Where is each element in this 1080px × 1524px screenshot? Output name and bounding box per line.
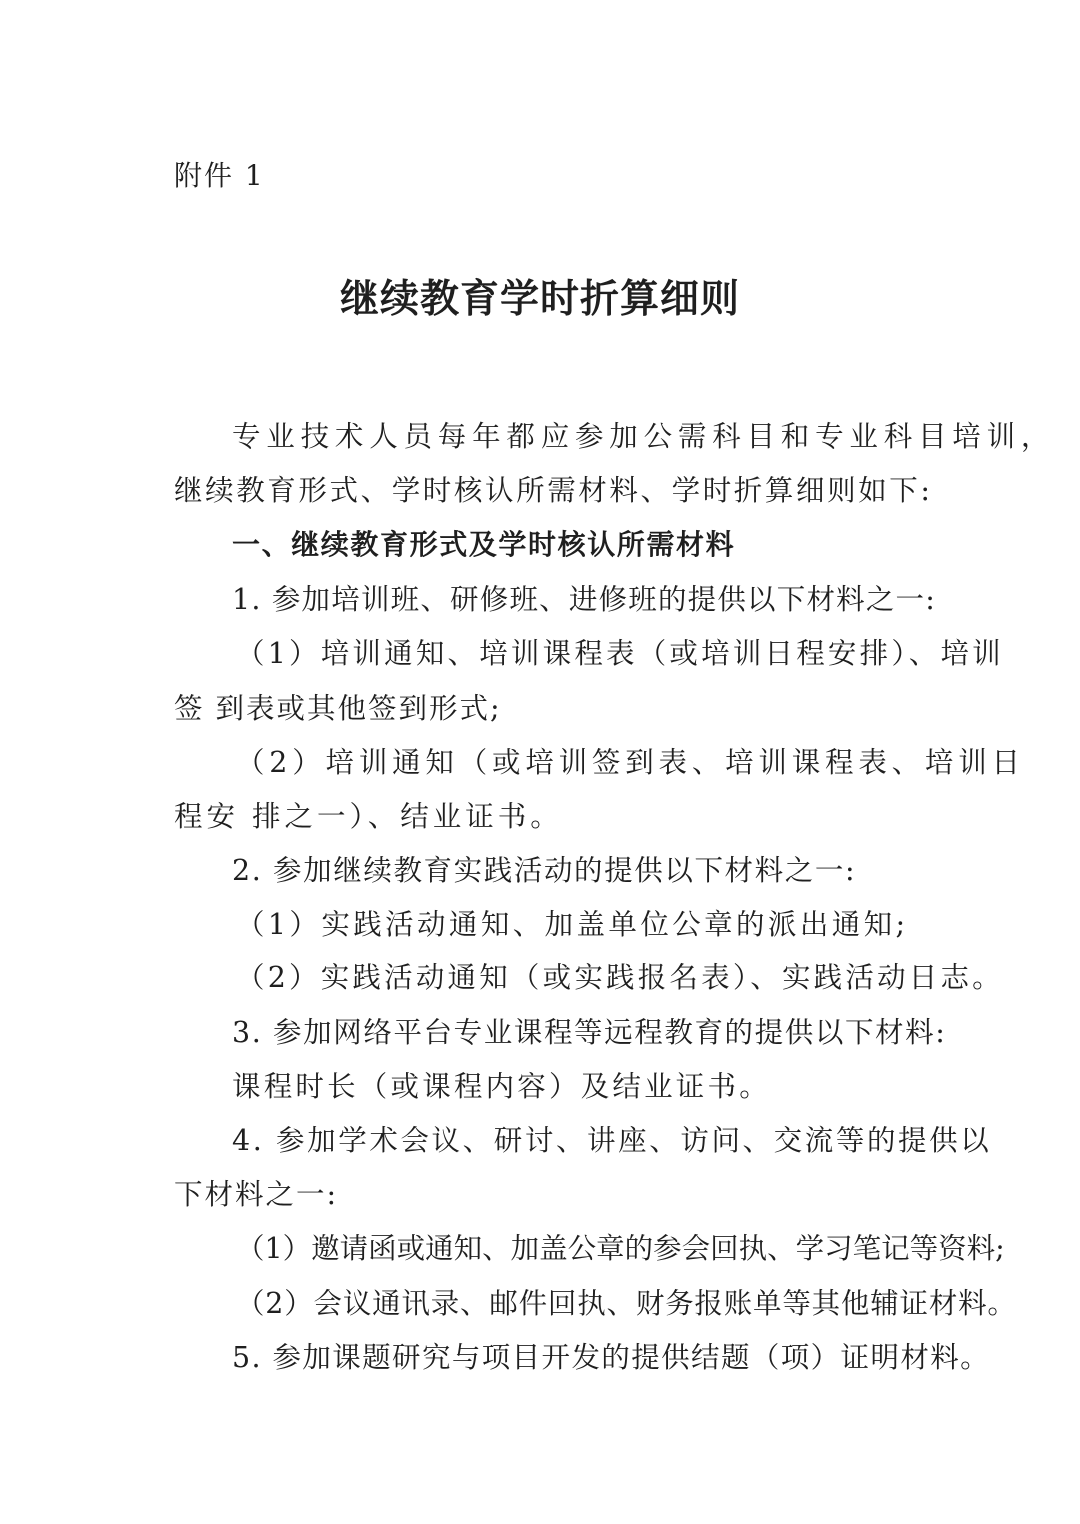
- paragraph-line: （1）邀请函或通知、加盖公章的参会回执、学习笔记等资料;: [236, 1232, 1005, 1265]
- paragraph-line: 下材料之一:: [174, 1178, 339, 1211]
- paragraph-line: （1）实践活动通知、加盖单位公章的派出通知;: [236, 908, 909, 941]
- paragraph-line: 4. 参加学术会议、研讨、讲座、访问、交流等的提供以: [232, 1124, 992, 1157]
- paragraph-line: 签 到表或其他签到形式;: [174, 692, 502, 725]
- paragraph-line: 3. 参加网络平台专业课程等远程教育的提供以下材料:: [232, 1016, 947, 1049]
- paragraph-line: （2）会议通讯录、邮件回执、财务报账单等其他辅证材料。: [236, 1287, 1017, 1320]
- section-heading: 一、继续教育形式及学时核认所需材料: [232, 528, 736, 561]
- paragraph-line: （2）培训通知（或培训签到表、培训课程表、培训日: [236, 746, 1025, 779]
- attachment-label: 附件 1: [174, 159, 265, 192]
- paragraph-line: 继续教育形式、学时核认所需材料、学时折算细则如下:: [174, 474, 933, 507]
- paragraph-line: （1）培训通知、培训课程表（或培训日程安排）、培训: [236, 637, 1004, 670]
- paragraph-line: （2）实践活动通知（或实践报名表）、实践活动日志。: [236, 961, 1004, 994]
- paragraph-line: 程安 排之一）、结业证书。: [174, 800, 563, 833]
- paragraph-line: 1. 参加培训班、研修班、进修班的提供以下材料之一:: [232, 583, 937, 616]
- paragraph-line: 2. 参加继续教育实践活动的提供以下材料之一:: [232, 854, 857, 887]
- paragraph-line: 专业技术人员每年都应参加公需科目和专业科目培训，: [232, 420, 1056, 453]
- paragraph-line: 5. 参加课题研究与项目开发的提供结题（项）证明材料。: [232, 1341, 991, 1374]
- paragraph-line: 课程时长（或课程内容）及结业证书。: [232, 1070, 771, 1103]
- document-title: 继续教育学时折算细则: [339, 277, 740, 322]
